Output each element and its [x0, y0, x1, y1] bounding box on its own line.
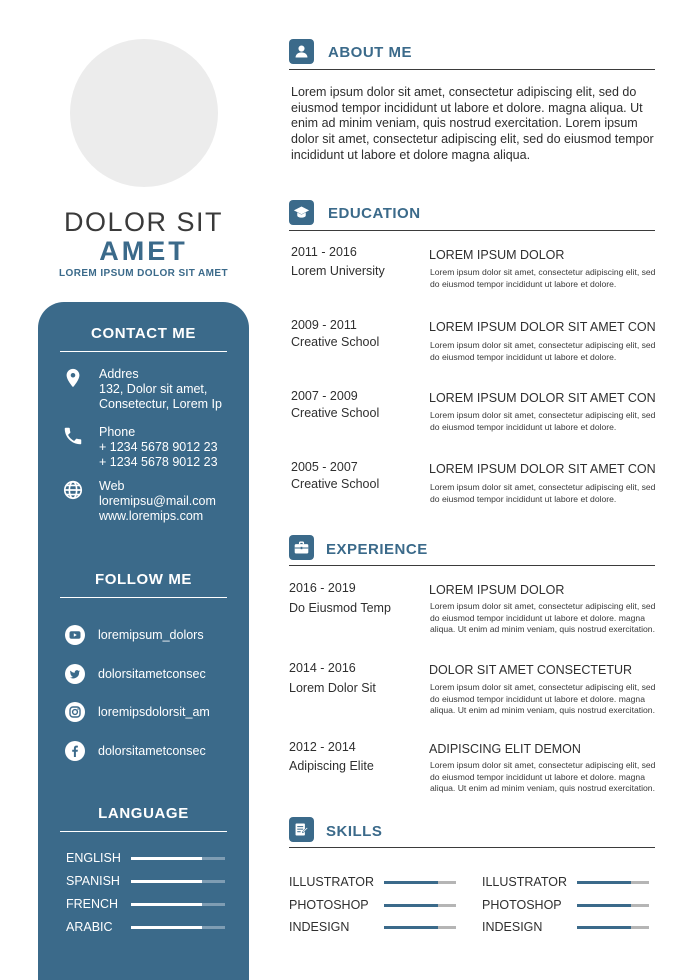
- social-youtube-handle: loremipsum_dolors: [98, 628, 204, 642]
- experience-company: Adipiscing Elite: [289, 759, 374, 773]
- education-school: Lorem University: [291, 264, 385, 278]
- education-description: Lorem ipsum dolor sit amet, consectetur adipiscing elit, sed do eiusmod tempor incididunt ut labore et dolore.: [430, 410, 656, 432]
- experience-divider: [289, 565, 655, 566]
- language-label: ENGLISH: [66, 851, 121, 865]
- experience-description: Lorem ipsum dolor sit amet, consectetur adipiscing elit, sed do eiusmod tempor incididunt ut labore et dolore. magna aliqua. Ut enim ad minim veniam, quis nostrud exercitation.: [430, 682, 656, 716]
- education-description: Lorem ipsum dolor sit amet, consectetur adipiscing elit, sed do eiusmod tempor incididunt ut labore et dolore.: [430, 267, 656, 289]
- language-level-bar: [131, 857, 225, 860]
- experience-entry: [0, 581, 693, 656]
- contact-phone-label: Phone: [99, 425, 136, 439]
- skill-level-bar: [577, 904, 649, 907]
- education-heading: LOREM IPSUM DOLOR SIT AMET CON: [429, 391, 656, 405]
- skill-item: [289, 920, 469, 936]
- skill-label: ILLUSTRATOR: [482, 875, 567, 889]
- skill-label: PHOTOSHOP: [482, 898, 562, 912]
- skill-item: [482, 920, 662, 936]
- education-entry: [0, 318, 693, 388]
- experience-heading: DOLOR SIT AMET CONSECTETUR: [429, 663, 633, 677]
- briefcase-icon: [289, 535, 314, 560]
- skill-level-bar: [577, 881, 649, 884]
- education-years: 2005 - 2007: [291, 460, 358, 474]
- language-label: ARABIC: [66, 920, 113, 934]
- education-years: 2011 - 2016: [291, 245, 357, 259]
- skill-label: ILLUSTRATOR: [289, 875, 374, 889]
- education-heading: LOREM IPSUM DOLOR SIT AMET CON: [429, 462, 656, 476]
- experience-title: EXPERIENCE: [326, 541, 428, 558]
- skill-item: [482, 875, 662, 891]
- education-divider: [289, 230, 655, 231]
- education-description: Lorem ipsum dolor sit amet, consectetur adipiscing elit, sed do eiusmod tempor incididunt ut labore et dolore.: [430, 482, 656, 504]
- skill-label: INDESIGN: [289, 920, 350, 934]
- education-heading: LOREM IPSUM DOLOR SIT AMET CON: [429, 320, 656, 334]
- profile-photo-placeholder: [70, 39, 218, 187]
- skill-level-bar: [384, 904, 456, 907]
- language-level-bar: [131, 880, 225, 883]
- education-school: Creative School: [291, 477, 380, 491]
- experience-entry: [0, 661, 693, 736]
- education-description: Lorem ipsum dolor sit amet, consectetur adipiscing elit, sed do eiusmod tempor incididunt ut labore et dolore.: [430, 340, 656, 362]
- language-label: SPANISH: [66, 874, 120, 888]
- social-facebook-handle: dolorsitametconsec: [98, 744, 206, 758]
- skill-label: INDESIGN: [482, 920, 543, 934]
- name-first-line: DOLOR SIT: [63, 207, 224, 237]
- skill-level-bar: [384, 926, 456, 929]
- experience-years: 2012 - 2014: [289, 740, 356, 754]
- experience-entry: [0, 740, 693, 815]
- experience-years: 2014 - 2016: [289, 661, 356, 675]
- skill-level-fill: [384, 881, 438, 884]
- education-entry: [0, 389, 693, 459]
- language-level-fill: [131, 857, 202, 860]
- about-title: ABOUT ME: [328, 44, 412, 61]
- education-school: Creative School: [291, 335, 380, 349]
- contact-phone-number[interactable]: + 1234 5678 9012 23: [99, 440, 218, 454]
- contact-address-line: Consetectur, Lorem Ip: [99, 397, 222, 411]
- contact-address-label: Addres: [99, 367, 139, 381]
- education-title: EDUCATION: [328, 205, 421, 222]
- skill-level-fill: [384, 926, 438, 929]
- education-school: Creative School: [291, 406, 380, 420]
- language-divider: [60, 831, 227, 832]
- name-second-line: AMET: [99, 236, 188, 266]
- skill-level-bar: [577, 926, 649, 929]
- skill-level-fill: [577, 881, 631, 884]
- skill-item: [289, 875, 469, 891]
- contact-web-label: Web: [99, 479, 125, 493]
- language-label: FRENCH: [66, 897, 119, 911]
- contact-phone-number[interactable]: + 1234 5678 9012 23: [99, 455, 218, 469]
- experience-company: Lorem Dolor Sit: [289, 681, 376, 695]
- contact-email-link[interactable]: loremipsu@mail.com: [99, 494, 216, 508]
- education-years: 2009 - 2011: [291, 318, 357, 332]
- skills-pencil-icon: [289, 817, 314, 842]
- language-level-fill: [131, 903, 202, 906]
- about-text: Lorem ipsum dolor sit amet, consectetur adipiscing elit, sed do eiusmod tempor incididunt ut labore et dolore. magna aliqua. Ut enim ad minim veniam, quis nostrud exercitation. Lorem ipsum dolor sit amet, consectetur adipiscing elit, sed do eiusmod tempor incididunt ut labore et dolore magna aliqua.: [291, 85, 654, 162]
- skill-level-fill: [577, 904, 631, 907]
- skill-level-bar: [384, 881, 456, 884]
- skill-level-fill: [384, 904, 438, 907]
- language-title: LANGUAGE: [98, 805, 189, 822]
- language-item: [66, 874, 226, 890]
- about-divider: [289, 69, 655, 70]
- skills-divider: [289, 847, 655, 848]
- follow-title: FOLLOW ME: [94, 571, 193, 588]
- social-instagram-handle: loremipsdolorsit_am: [98, 705, 210, 719]
- education-years: 2007 - 2009: [291, 389, 358, 403]
- language-item: [66, 851, 226, 867]
- user-icon: [289, 39, 314, 64]
- education-entry: [0, 460, 693, 530]
- skill-item: [289, 898, 469, 914]
- social-twitter-handle: dolorsitametconsec: [98, 667, 206, 681]
- language-level-fill: [131, 926, 202, 929]
- job-title: LOREM IPSUM DOLOR SIT AMET: [59, 268, 228, 279]
- experience-description: Lorem ipsum dolor sit amet, consectetur adipiscing elit, sed do eiusmod tempor incididunt ut labore et dolore. magna aliqua. Ut enim ad minim veniam, quis nostrud exercitation.: [430, 760, 656, 794]
- language-item: [66, 920, 226, 936]
- education-heading: LOREM IPSUM DOLOR: [429, 248, 565, 262]
- graduation-cap-icon: [289, 200, 314, 225]
- contact-address-line: 132, Dolor sit amet,: [99, 382, 208, 396]
- contact-website-link[interactable]: www.loremips.com: [99, 509, 204, 523]
- education-entry: [0, 245, 693, 315]
- experience-description: Lorem ipsum dolor sit amet, consectetur adipiscing elit, sed do eiusmod tempor incididunt ut labore et dolore. magna aliqua. Ut enim ad minim veniam, quis nostrud exercitation.: [430, 601, 656, 635]
- language-level-fill: [131, 880, 202, 883]
- experience-years: 2016 - 2019: [289, 581, 356, 595]
- experience-heading: ADIPISCING ELIT DEMON: [429, 742, 581, 756]
- language-level-bar: [131, 903, 225, 906]
- skill-level-fill: [577, 926, 631, 929]
- experience-company: Do Eiusmod Temp: [289, 601, 391, 615]
- contact-title: CONTACT ME: [91, 325, 196, 342]
- language-item: [66, 897, 226, 913]
- language-level-bar: [131, 926, 225, 929]
- skills-title: SKILLS: [326, 823, 383, 840]
- experience-heading: LOREM IPSUM DOLOR: [429, 583, 565, 597]
- skill-label: PHOTOSHOP: [289, 898, 369, 912]
- skill-item: [482, 898, 662, 914]
